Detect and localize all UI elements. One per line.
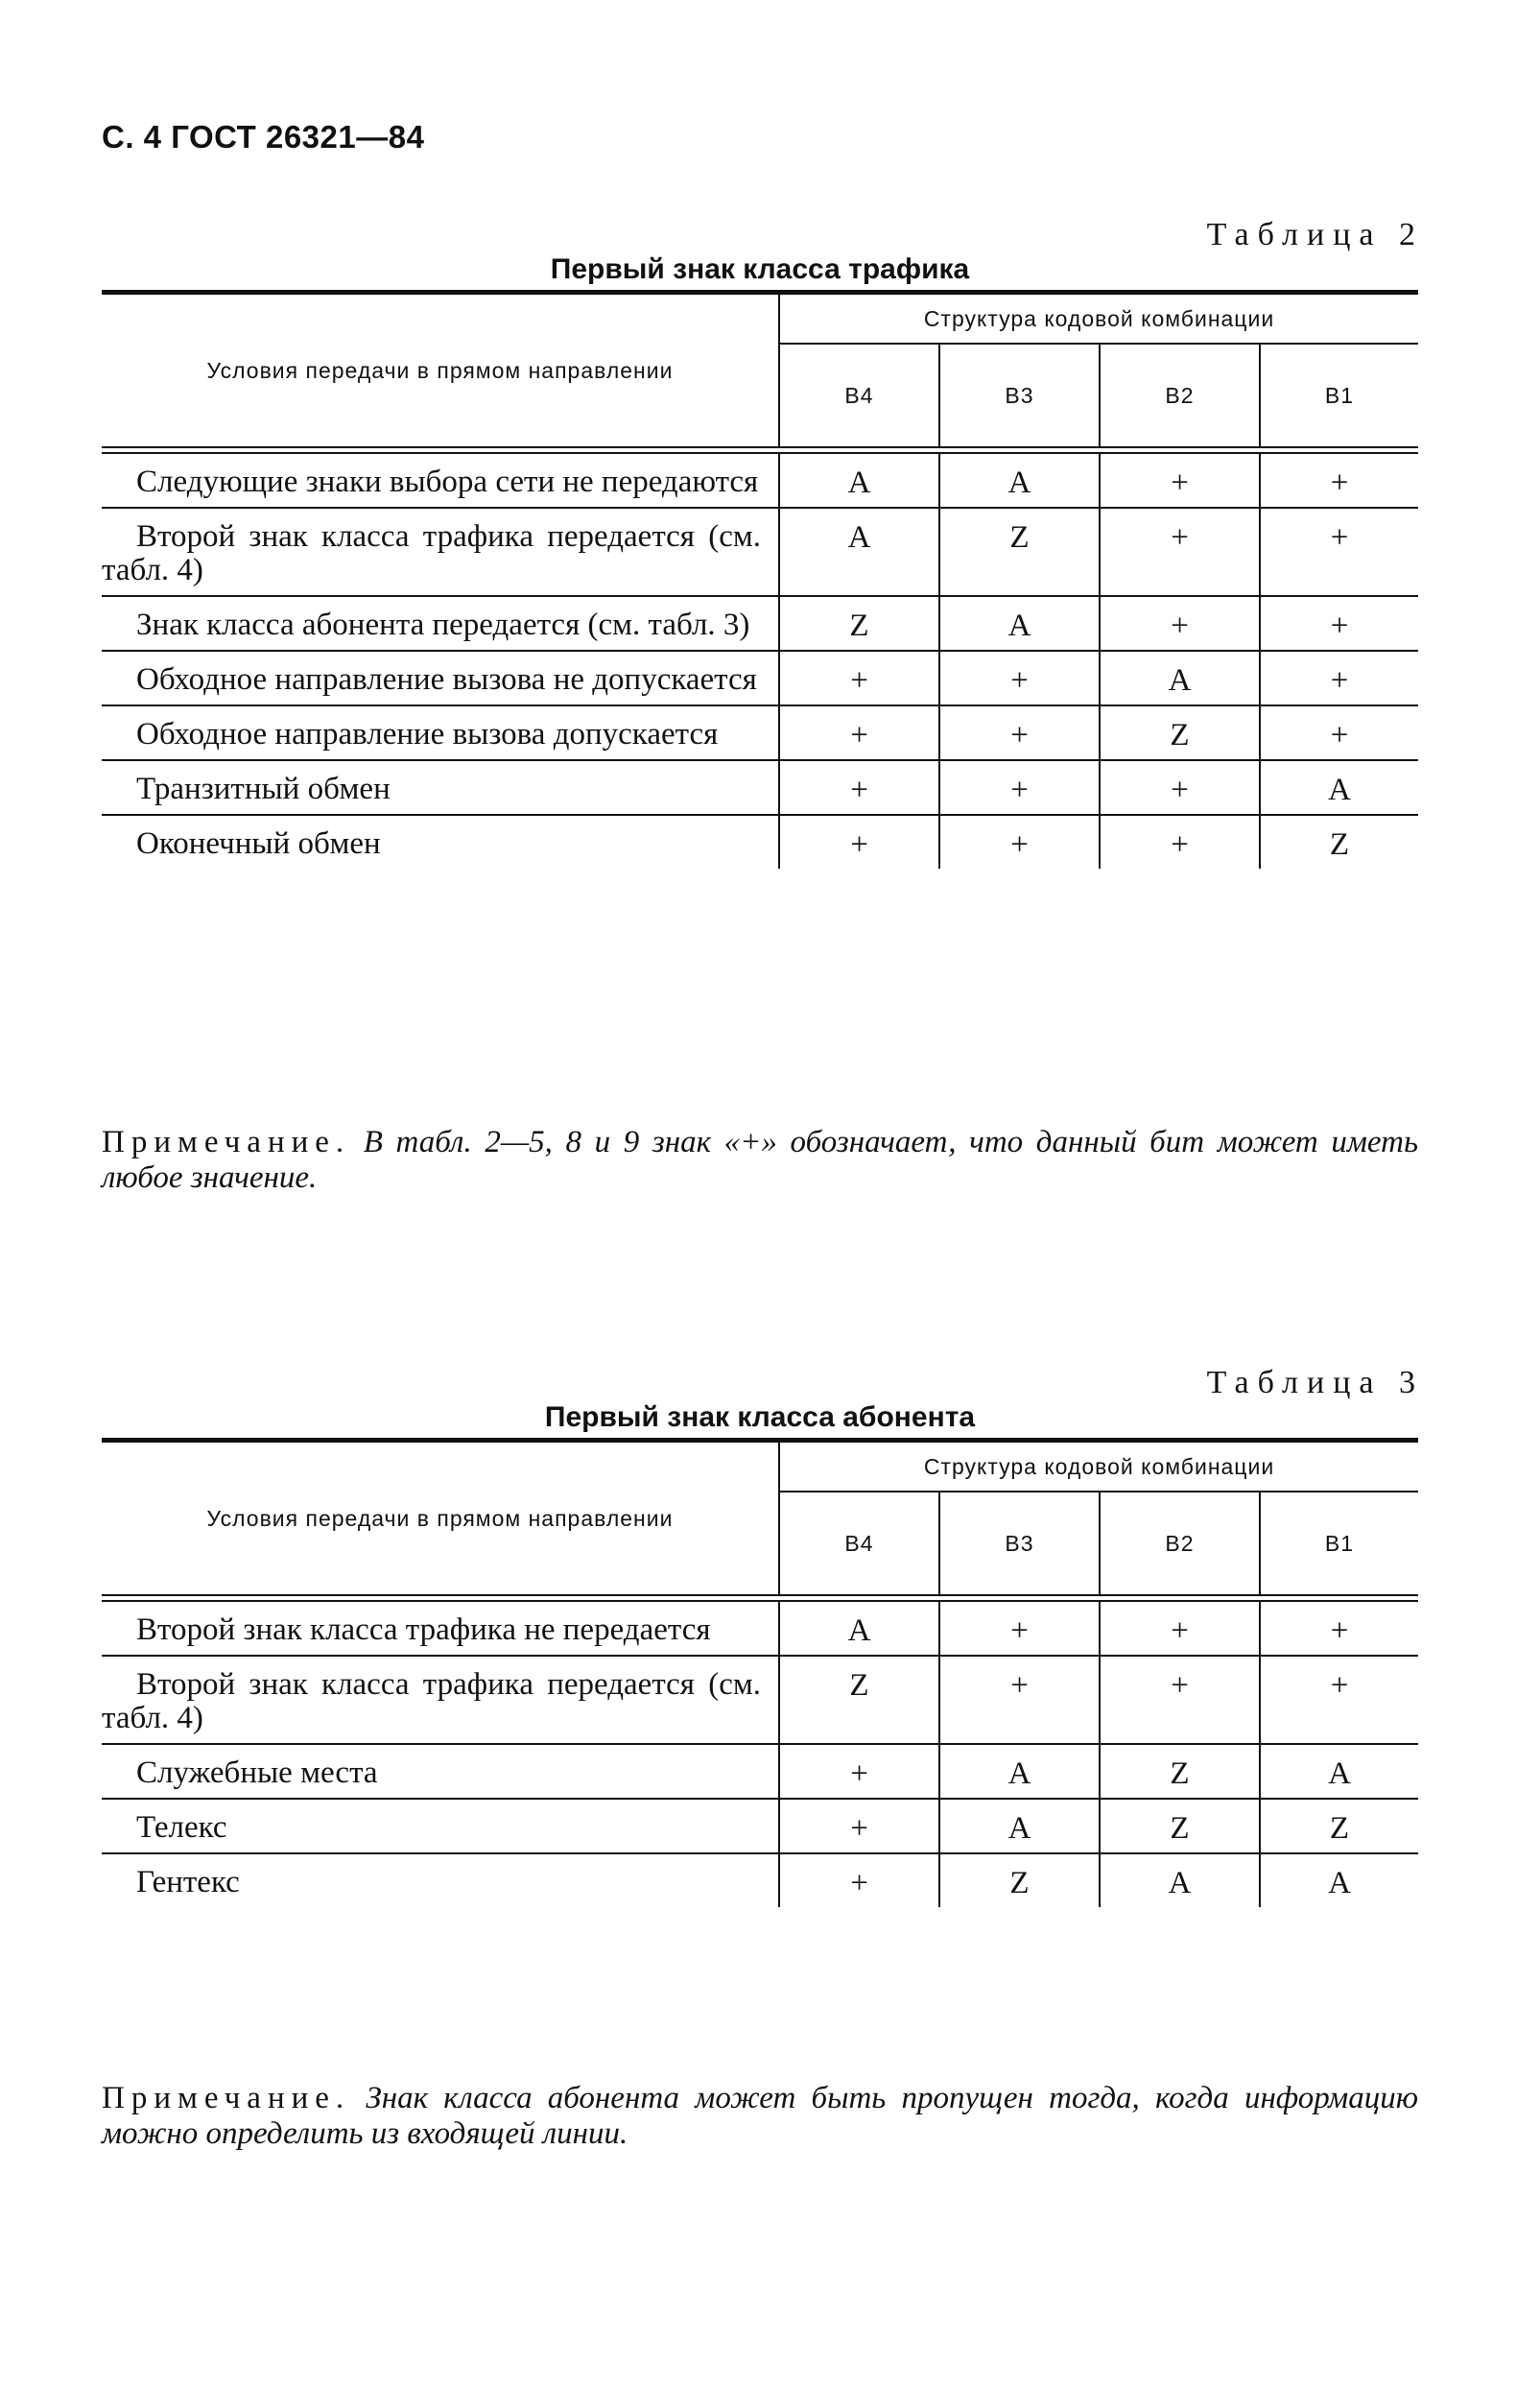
bit-header-b3: В3 [939, 1492, 1100, 1595]
condition-text: Обходное направление вызова допускается [136, 717, 719, 752]
condition-text: Гентекс [136, 1865, 240, 1899]
bit-value-cell: А [1100, 1853, 1260, 1907]
bit-value-cell: А [939, 453, 1100, 508]
bit-value-cell: А [1100, 651, 1260, 705]
bit-value-cell: + [779, 1853, 939, 1907]
note-text: Знак класса абонента может быть пропущен тогда, когда информацию можно определить из входящей линии. [102, 2081, 1418, 2151]
table-number: Таблица 2 [1206, 217, 1424, 252]
page-header: С. 4 ГОСТ 26321—84 [102, 119, 425, 155]
condition-text: Транзитный обмен [136, 772, 391, 806]
bit-value-cell: + [1100, 760, 1260, 815]
table-number: Таблица 3 [1206, 1365, 1424, 1400]
bit-value-cell: + [1260, 651, 1418, 705]
bit-value-cell: + [939, 705, 1100, 760]
bit-value-cell: + [1260, 705, 1418, 760]
table-3-block [102, 1361, 1424, 1907]
condition-cell [102, 1744, 779, 1799]
table-row [102, 1853, 1418, 1907]
bit-value-cell: + [779, 705, 939, 760]
bit-value-cell: + [1100, 1656, 1260, 1744]
condition-cell [102, 453, 779, 508]
bit-value-cell: + [1260, 1601, 1418, 1656]
table-row [102, 705, 1418, 760]
bit-value-cell: + [779, 1799, 939, 1853]
table-title: Первый знак класса трафика [550, 253, 970, 285]
bit-header-b4: В4 [779, 344, 939, 447]
condition-cell [102, 815, 779, 869]
bit-value-cell: Z [939, 1853, 1100, 1907]
bit-value-cell: + [779, 815, 939, 869]
condition-text: Знак класса абонента передается (см. табл. 3) [136, 608, 750, 642]
bit-value-cell: + [1100, 1601, 1260, 1656]
table-row [102, 453, 1418, 508]
table-title: Первый знак класса абонента [544, 1401, 976, 1433]
bit-value-cell: Z [1100, 1744, 1260, 1799]
note-label: Примечание. [102, 1125, 351, 1159]
condition-text: Второй знак класса трафика не передается [136, 1612, 711, 1647]
table-row [102, 596, 1418, 651]
bit-value-cell: А [939, 596, 1100, 651]
table-2-block [102, 213, 1424, 869]
traffic-class-table [102, 290, 1418, 869]
table-2-note [102, 1125, 1418, 1196]
bit-value-cell: + [1100, 453, 1260, 508]
table-body [102, 1601, 1418, 1907]
bit-header-b1: В1 [1324, 1530, 1355, 1556]
condition-text: Телекс [136, 1810, 227, 1845]
condition-text: Обходное направление вызова не допускается [136, 662, 757, 697]
condition-cell [102, 1601, 779, 1656]
bit-value-cell: Z [1260, 1799, 1418, 1853]
bit-value-cell: А [939, 1799, 1100, 1853]
condition-column-header: Условия передачи в прямом направлении [102, 293, 779, 448]
condition-column-header: Условия передачи в прямом направлении [102, 1441, 779, 1596]
bit-value-cell: Z [1100, 705, 1260, 760]
condition-cell [102, 1656, 779, 1744]
bit-value-cell: + [1260, 453, 1418, 508]
bit-value-cell: + [939, 815, 1100, 869]
bit-value-cell: + [939, 1601, 1100, 1656]
bit-value-cell: + [779, 1744, 939, 1799]
bit-value-cell: Z [779, 1656, 939, 1744]
bit-value-cell: А [1260, 1744, 1418, 1799]
bit-header-b2: В2 [1100, 1492, 1260, 1595]
bit-value-cell: А [779, 453, 939, 508]
table-row [102, 1601, 1418, 1656]
condition-text: Второй знак класса трафика передается (см. табл. 4) [102, 519, 761, 587]
table-row [102, 815, 1418, 869]
table-row [102, 1744, 1418, 1799]
bit-value-cell: + [1100, 596, 1260, 651]
bit-value-cell: А [779, 1601, 939, 1656]
bit-value-cell: А [1260, 760, 1418, 815]
bit-value-cell: + [939, 1656, 1100, 1744]
structure-column-header: Структура кодовой комбинации [779, 293, 1418, 345]
table-row [102, 651, 1418, 705]
bit-value-cell: + [779, 651, 939, 705]
bit-value-cell: Z [779, 596, 939, 651]
table-row [102, 508, 1418, 596]
bit-value-cell: + [1260, 508, 1418, 596]
bit-header-b4: В4 [779, 1492, 939, 1595]
table-row [102, 1656, 1418, 1744]
condition-cell [102, 1853, 779, 1907]
bit-value-cell: А [939, 1744, 1100, 1799]
bit-header-b3: В3 [939, 344, 1100, 447]
bit-header-b2: В2 [1100, 344, 1260, 447]
bit-value-cell: + [1260, 596, 1418, 651]
bit-value-cell: Z [939, 508, 1100, 596]
bit-value-cell: Z [1329, 827, 1350, 862]
bit-value-cell: Z [1100, 1799, 1260, 1853]
condition-cell [102, 508, 779, 596]
condition-cell [102, 705, 779, 760]
bit-value-cell: А [779, 508, 939, 596]
bit-value-cell: + [1100, 508, 1260, 596]
subscriber-class-table [102, 1438, 1418, 1907]
bit-value-cell: + [939, 760, 1100, 815]
table-row [102, 760, 1418, 815]
condition-text: Служебные места [136, 1755, 378, 1790]
bit-header-b1: В1 [1324, 382, 1355, 408]
structure-column-header: Структура кодовой комбинации [779, 1441, 1418, 1492]
note-label: Примечание. [102, 2081, 351, 2115]
condition-cell [102, 596, 779, 651]
condition-cell [102, 760, 779, 815]
table-row [102, 1799, 1418, 1853]
bit-value-cell: А [1328, 1866, 1351, 1900]
table-body [102, 453, 1418, 869]
bit-value-cell: + [1260, 1656, 1418, 1744]
condition-cell [102, 651, 779, 705]
condition-text: Оконечный обмен [136, 826, 381, 861]
bit-value-cell: + [939, 651, 1100, 705]
bit-value-cell: + [1100, 815, 1260, 869]
note-text: В табл. 2—5, 8 и 9 знак «+» обозначает, что данный бит может иметь любое значение. [102, 1125, 1418, 1195]
bit-value-cell: + [779, 760, 939, 815]
condition-cell [102, 1799, 779, 1853]
condition-text: Следующие знаки выбора сети не передаются [136, 465, 759, 499]
table-3-note [102, 2081, 1418, 2152]
condition-text: Второй знак класса трафика передается (см. табл. 4) [102, 1667, 761, 1735]
